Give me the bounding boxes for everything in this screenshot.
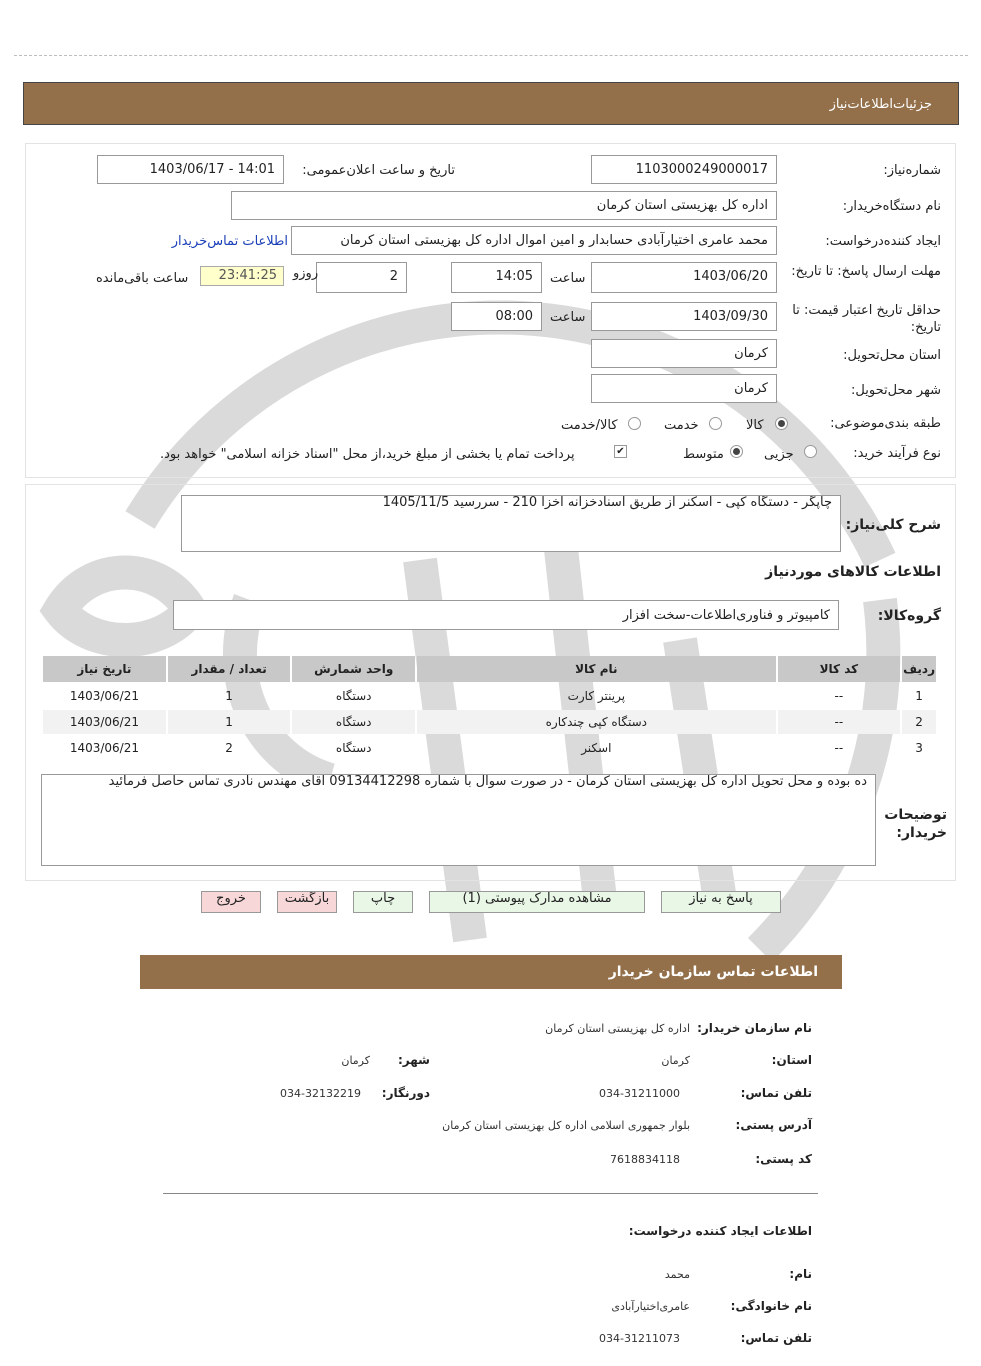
deadline-label: مهلت ارسال پاسخ: تا تاریخ: <box>791 264 941 279</box>
cell-unit: دستگاه <box>335 741 372 755</box>
category-option-both: کالا/خدمت <box>561 418 618 433</box>
goods-table <box>41 654 938 762</box>
address-label: آدرس پستی: <box>735 1118 812 1132</box>
need-number-field: 1103000249000017 <box>591 155 777 184</box>
need-number-label: شماره‌نیاز: <box>883 163 941 178</box>
creator-name-label: نام: <box>789 1267 812 1281</box>
province-label: استان محل‌تحویل: <box>843 348 941 363</box>
deadline-date-field: 1403/06/20 <box>591 262 777 293</box>
cell-code: -- <box>834 741 844 755</box>
page-title: جزئیات‌اطلاعات‌نیاز <box>829 97 932 112</box>
goods-group-label: گروه‌کالا: <box>877 608 941 624</box>
cell-row: 1 <box>915 689 923 703</box>
fax-value: 034-32132219 <box>280 1087 361 1100</box>
contact-city-value: کرمان <box>341 1054 370 1067</box>
creator-family-value: عامری‌اختیارآبادی <box>611 1300 690 1313</box>
cell-name: دستگاه کپی چندکاره <box>417 710 776 734</box>
exit-button[interactable]: خروج <box>201 891 261 913</box>
category-radio-goods[interactable] <box>775 417 788 430</box>
cell-code: -- <box>778 710 901 734</box>
remaining-label: ساعت باقی‌مانده <box>96 271 189 286</box>
org-value: اداره کل بهزیستی استان کرمان <box>545 1022 690 1035</box>
col-date: تاریخ نیاز <box>43 656 166 682</box>
process-option-medium: متوسط <box>683 447 724 462</box>
creator-phone-label: تلفن تماس: <box>740 1331 812 1345</box>
contact-city-label: شهر: <box>398 1053 430 1067</box>
cell-row: 2 <box>902 710 936 734</box>
col-row: ردیف <box>902 656 936 682</box>
contact-province-value: کرمان <box>661 1054 690 1067</box>
print-button[interactable]: چاپ <box>353 891 413 913</box>
creator-info-title: اطلاعات ایجاد کننده درخواست: <box>628 1224 812 1238</box>
announce-field: 1403/06/17 - 14:01 <box>97 155 284 184</box>
city-label: شهر محل‌تحویل: <box>851 383 941 398</box>
buyer-notes-label: توضیحات خریدار: <box>884 807 947 841</box>
creator-phone-value: 034-31211073 <box>599 1332 680 1345</box>
contact-title: اطلاعات تماس سازمان خریدار <box>608 964 818 980</box>
buyer-notes-field: ده بوده و محل تحویل اداره کل بهزیستی استان کرمان - در صورت سوال با شماره 09134412298 آقای مهندس نادری تماس حاصل فرمائید <box>41 774 876 866</box>
process-option-minor: جزیی <box>764 447 794 462</box>
province-field: کرمان <box>591 339 777 368</box>
org-label: نام سازمان خریدار: <box>697 1021 812 1035</box>
creator-name-value: محمد <box>664 1268 690 1281</box>
contact-header <box>140 955 842 989</box>
goods-section-title: اطلاعات کالاهای مورد‌نیاز <box>765 564 941 580</box>
cell-row: 3 <box>915 741 923 755</box>
remaining-timer: 23:41:25 <box>200 266 284 286</box>
cell-qty: 1 <box>225 689 233 703</box>
days-field: 2 <box>316 262 407 293</box>
cell-code: -- <box>834 689 844 703</box>
buyer-field: اداره کل بهزیستی استان کرمان <box>231 191 777 220</box>
attachments-button[interactable]: مشاهده مدارک پیوستی (1) <box>429 891 645 913</box>
cell-name: اسکنر <box>581 741 612 755</box>
city-field: کرمان <box>591 374 777 403</box>
reply-button[interactable]: پاسخ به نیاز <box>661 891 781 913</box>
category-option-service: خدمت <box>664 418 699 433</box>
process-label: نوع فرآیند خرید: <box>853 446 941 461</box>
postal-value: 7618834118 <box>610 1153 680 1166</box>
validity-date-field: 1403/09/30 <box>591 302 777 331</box>
fax-label: دورنگار: <box>381 1086 430 1100</box>
deadline-time-field: 14:05 <box>451 262 542 293</box>
back-button[interactable]: بازگشت <box>277 891 337 913</box>
postal-label: کد پستی: <box>755 1152 812 1166</box>
address-value: بلوار جمهوری اسلامی اداره کل بهزیستی استان کرمان <box>442 1119 690 1132</box>
category-option-goods: کالا <box>746 418 764 433</box>
cell-qty: 1 <box>168 710 291 734</box>
description-label: شرح کلی‌نیاز: <box>845 517 941 533</box>
announce-label: تاریخ و ساعت اعلان‌عمومی: <box>302 163 455 178</box>
cell-date: 1403/06/21 <box>69 689 139 703</box>
category-radio-service[interactable] <box>709 417 722 430</box>
buyer-label: نام دستگاه‌خریدار: <box>842 199 941 214</box>
buyer-contact-link[interactable]: اطلاعات تماس‌خریدار <box>171 234 288 249</box>
creator-label: ایجاد کننده‌درخواست: <box>825 234 941 249</box>
cell-name: پرینتر کارت <box>567 689 626 703</box>
table-row <box>43 736 936 760</box>
col-unit: واحد شمارش <box>292 656 415 682</box>
creator-field: محمد عامری اختیارآبادی حسابدار و امین اموال اداره کل بهزیستی استان کرمان <box>291 226 777 255</box>
phone-label: تلفن تماس: <box>740 1086 812 1100</box>
cell-unit: دستگاه <box>335 689 372 703</box>
deadline-hour-label: ساعت <box>550 271 586 286</box>
cell-date: 1403/06/21 <box>43 710 166 734</box>
description-field: چاپگر - دستگاه کپی - اسکنر از طریق اسنادخزانه اخزا 210 - سررسید 1405/11/5 <box>181 495 841 552</box>
col-name: نام کالا <box>417 656 776 682</box>
validity-label: حداقل تاریخ اعتبار قیمت: تا تاریخ: <box>792 303 941 335</box>
goods-group-field: کامپیوتر و فناوری‌اطلاعات-سخت افزار <box>173 600 839 630</box>
col-qty: تعداد / مقدار <box>168 656 291 682</box>
category-radio-both[interactable] <box>628 417 641 430</box>
contact-divider <box>163 1193 818 1194</box>
table-row <box>43 710 936 734</box>
cell-qty: 2 <box>225 741 233 755</box>
cell-date: 1403/06/21 <box>69 741 139 755</box>
top-divider <box>14 55 968 56</box>
process-radio-minor[interactable] <box>804 445 817 458</box>
creator-family-label: نام خانوادگی: <box>730 1299 812 1313</box>
phone-value: 034-31211000 <box>599 1087 680 1100</box>
cell-unit: دستگاه <box>292 710 415 734</box>
days-label: روزو <box>293 266 319 281</box>
category-label: طبقه بندی‌موضوعی: <box>830 416 941 431</box>
process-radio-medium[interactable] <box>730 445 743 458</box>
table-row <box>43 684 936 708</box>
col-code: کد کالا <box>778 656 901 682</box>
treasury-note: پرداخت تمام یا بخشی از مبلغ خرید،از محل "اسناد خزانه اسلامی" خواهد بود. <box>160 447 575 462</box>
validity-time-field: 08:00 <box>451 302 542 331</box>
validity-hour-label: ساعت <box>550 310 586 325</box>
header-bar <box>23 82 959 125</box>
contact-province-label: استان: <box>771 1053 812 1067</box>
treasury-checkbox[interactable]: ✔ <box>614 445 627 458</box>
